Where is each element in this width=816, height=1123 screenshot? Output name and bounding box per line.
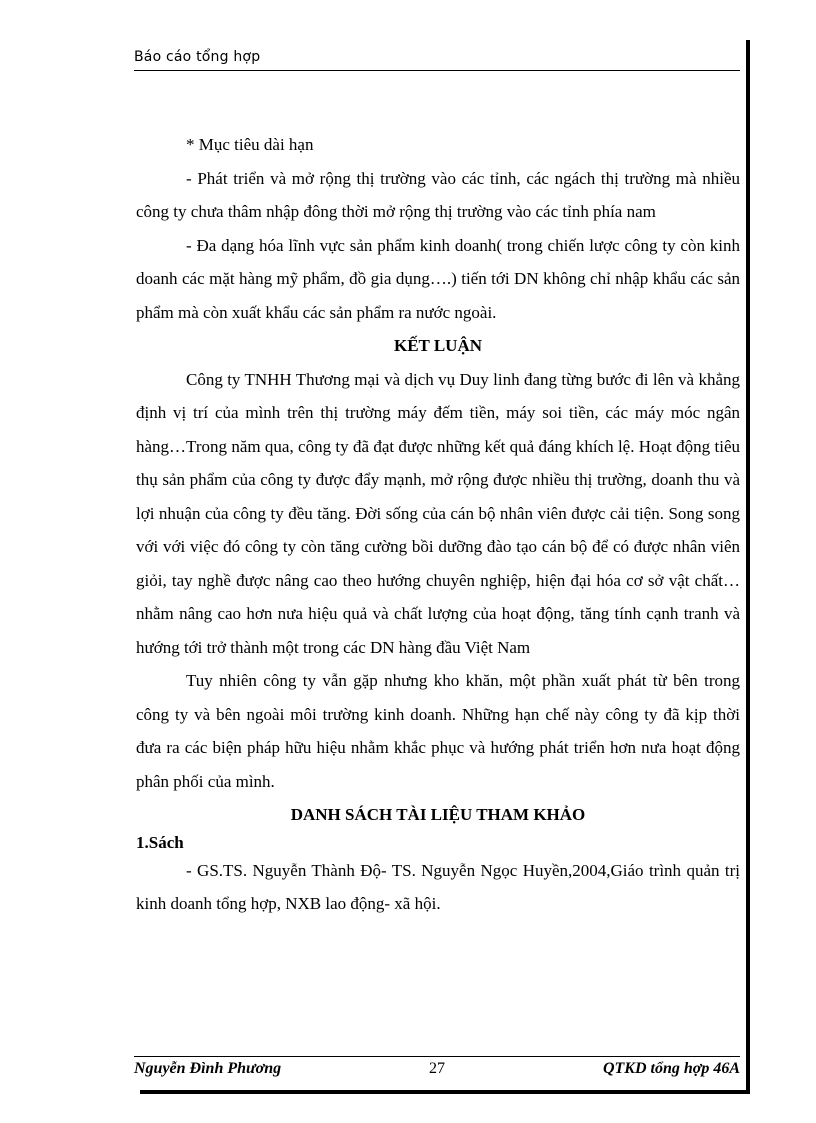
- references-heading: DANH SÁCH TÀI LIỆU THAM KHẢO: [290, 805, 586, 824]
- footer-class-name: QTKD tổng hợp 46A: [602, 1060, 740, 1077]
- paragraph-market-expansion: - Phát triển và mở rộng thị trường vào các tỉnh, các ngách thị trường mà nhiều công ty chưa thâm nhập đông thời mở rộng thị trường vào các tỉnh phía nam: [136, 168, 740, 221]
- paragraph-conclusion-challenges: Tuy nhiên công ty vẫn gặp nhưng kho khăn, một phần xuất phát từ bên trong công ty và bên ngoài môi trường kinh doanh. Những hạn chế này công ty đã kịp thời đưa ra các biện pháp hữu hiệu nhằm khắc phục và hướng phát triển hơn nưa hoạt động phân phối của mình.: [136, 671, 740, 791]
- document-body: [136, 128, 740, 921]
- paragraph-product-diversification: - Đa dạng hóa lĩnh vực sản phẩm kinh doanh( trong chiến lược công ty còn kinh doanh các mặt hàng mỹ phẩm, đồ gia dụng….) tiến tới DN không chỉ nhập khẩu các sản phẩm mà còn xuất khẩu các sản phẩm ra nước ngoài.: [136, 235, 740, 322]
- paragraph-conclusion-achievements: Công ty TNHH Thương mại và dịch vụ Duy linh đang từng bước đi lên và khẳng định vị trí của mình trên thị trường máy đếm tiền, máy soi tiền, các máy móc ngân hàng…Trong năm qua, công ty đã đạt được những kết quả đáng khích lệ. Hoạt động tiêu thụ sản phẩm của công ty được đẩy mạnh, mở rộng được nhiều thị trường, doanh thu và lợi nhuận của công ty đều tăng. Đời sống của cán bộ nhân viên được cải tiện. Song song với với việc đó công ty còn tăng cường bồi dưỡng đào tạo cán bộ để có được nhân viên giỏi, tay nghề được nâng cao theo hướng chuyên nghiệp, hiện đại hóa cơ sở vật chất…nhằm nâng cao hơn nưa hiệu quả và chất lượng của hoạt động, tăng tính cạnh tranh và hướng tới trở thành một trong các DN hàng đầu Việt Nam: [136, 369, 740, 657]
- page-header: [134, 48, 740, 71]
- books-subheading: 1.Sách: [136, 832, 184, 852]
- page-border-bottom: [140, 1090, 750, 1094]
- page-footer: [134, 1056, 740, 1079]
- long-term-goals-label: * Mục tiêu dài hạn: [186, 135, 314, 154]
- conclusion-heading: KẾT LUẬN: [393, 336, 482, 355]
- footer-page-number: 27: [429, 1060, 445, 1077]
- reference-item: - GS.TS. Nguyễn Thành Độ- TS. Nguyễn Ngọc Huyền,2004,Giáo trình quản trị kinh doanh tổng hợp, NXB lao động- xã hội.: [136, 860, 740, 913]
- footer-author: Nguyễn Đình Phương: [134, 1060, 282, 1077]
- page-border-right: [746, 40, 750, 1092]
- header-title: Báo cáo tổng hợp: [134, 49, 261, 65]
